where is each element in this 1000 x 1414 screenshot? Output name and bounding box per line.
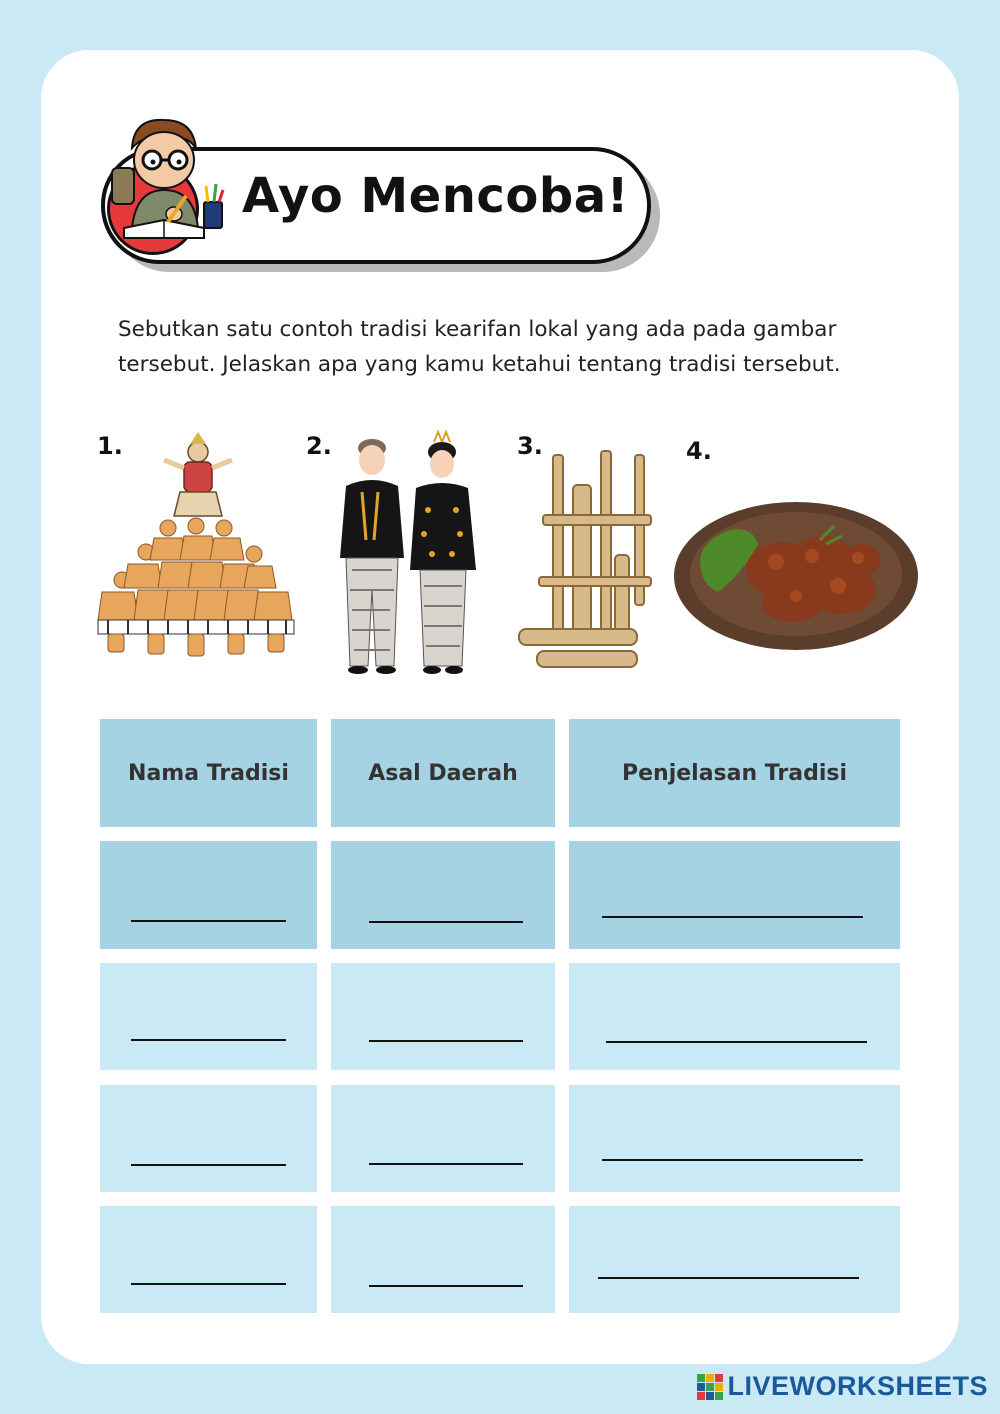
liveworksheets-logo[interactable] (697, 1371, 988, 1402)
answer-line (602, 1159, 863, 1161)
row-1-penjelasan-input[interactable] (569, 841, 900, 949)
picture-number-4: 4. (686, 437, 712, 465)
rendang-plate-icon (672, 500, 922, 660)
row-2-penjelasan-input[interactable] (569, 963, 900, 1070)
picture-number-3: 3. (517, 432, 543, 460)
answer-line (131, 920, 286, 922)
header-nama-tradisi: Nama Tradisi (100, 719, 317, 827)
answer-line (369, 1040, 523, 1042)
liveworksheets-mark-icon (697, 1374, 723, 1400)
kecak-dance-icon (88, 430, 303, 665)
answer-line (369, 1163, 523, 1165)
answer-line (602, 916, 863, 918)
answer-line (369, 1285, 523, 1287)
instruction-line-2: tersebut. Jelaskan apa yang kamu ketahui tentang tradisi tersebut. (118, 352, 841, 377)
header-penjelasan-tradisi: Penjelasan Tradisi (569, 719, 900, 827)
row-3-asal-daerah-input[interactable] (331, 1085, 555, 1192)
row-4-nama-tradisi-input[interactable] (100, 1206, 317, 1313)
row-2-nama-tradisi-input[interactable] (100, 963, 317, 1070)
row-3-nama-tradisi-input[interactable] (100, 1085, 317, 1192)
brand-name: LIVEWORKSHEETS (727, 1371, 988, 1401)
header-asal-daerah: Asal Daerah (331, 719, 555, 827)
instruction-text (118, 312, 928, 382)
answer-line (131, 1164, 286, 1166)
picture-number-1: 1. (97, 432, 123, 460)
picture-number-2: 2. (306, 432, 332, 460)
row-4-penjelasan-input[interactable] (569, 1206, 900, 1313)
row-4-asal-daerah-input[interactable] (331, 1206, 555, 1313)
row-2-asal-daerah-input[interactable] (331, 963, 555, 1070)
row-1-asal-daerah-input[interactable] (331, 841, 555, 949)
row-1-nama-tradisi-input[interactable] (100, 841, 317, 949)
answer-line (369, 921, 523, 923)
instruction-line-1: Sebutkan satu contoh tradisi kearifan lokal yang ada pada gambar (118, 317, 837, 342)
answer-line (598, 1277, 859, 1279)
answer-line (131, 1283, 286, 1285)
row-3-penjelasan-input[interactable] (569, 1085, 900, 1192)
page-title: Ayo Mencoba! (242, 168, 629, 224)
javanese-couple-icon (332, 430, 487, 678)
answer-line (606, 1041, 867, 1043)
answer-line (131, 1039, 286, 1041)
student-mascot-icon (102, 110, 232, 260)
angklung-icon (515, 445, 655, 677)
